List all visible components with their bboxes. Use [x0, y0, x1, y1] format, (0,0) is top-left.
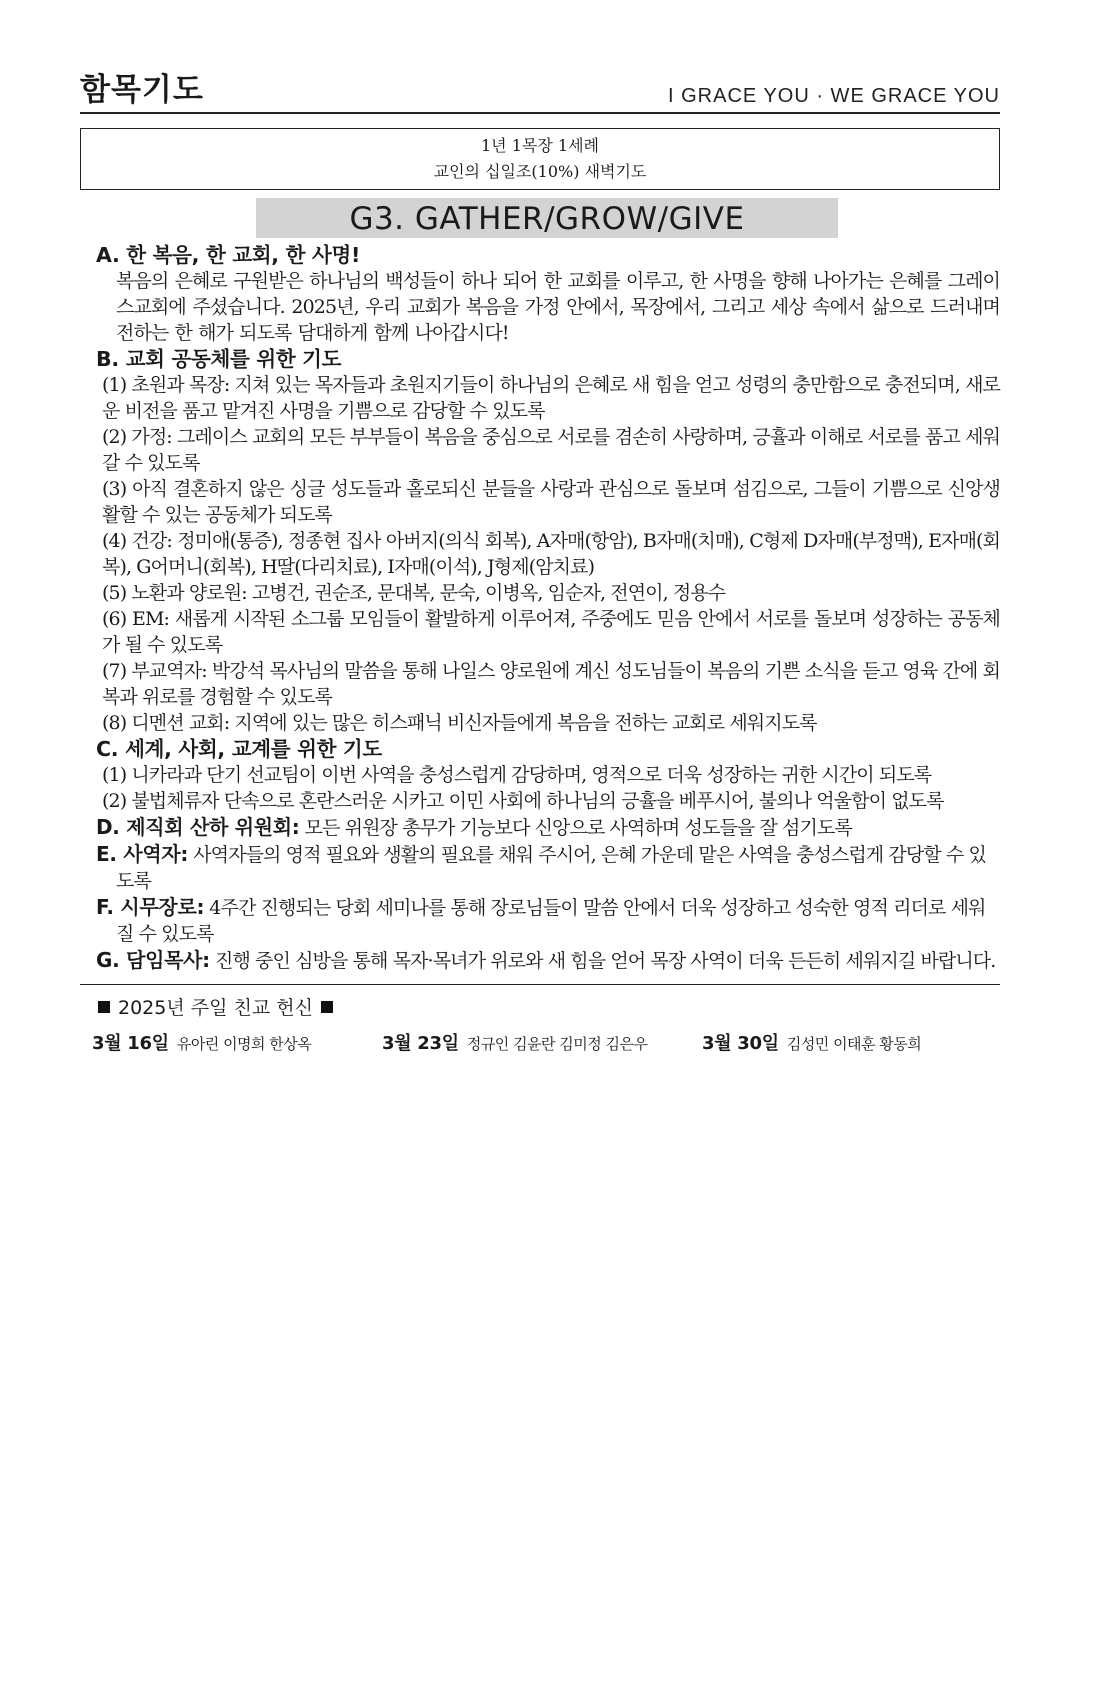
section-a-body: 복음의 은혜로 구원받은 하나님의 백성들이 하나 되어 한 교회를 이루고, 한 사명을 향해 나아가는 은혜를 그레이스교회에 주셨습니다. 2025년, 우리 교회가 복음을 가정 안에서, 목장에서, 그리고 세상 속에서 삶으로 드러내며 전하는 한 해가 되도록 담대하게 함께 나아갑시다! [116, 270, 1000, 344]
g3-banner: G3. GATHER/GROW/GIVE [256, 198, 838, 238]
offering-dates [92, 1029, 1000, 1059]
bulletin-page [80, 62, 1000, 1059]
prayer-sections [80, 242, 1000, 974]
prayer-item: (8) 디멘션 교회: 지역에 있는 많은 히스패닉 비신자들에게 복음을 전하는 교회로 세워지도록 [102, 712, 817, 734]
prayer-item: (2) 가정: 그레이스 교회의 모든 부부들이 복음을 중심으로 서로를 겸손히 사랑하며, 긍휼과 이해로 서로를 품고 세워갈 수 있도록 [102, 426, 1000, 474]
offering-date: 3월 30일 [702, 1033, 779, 1054]
section-d-label: D. 제직회 산하 위원회: [96, 815, 300, 839]
square-bullet-icon [98, 1001, 110, 1013]
prayer-item: (6) EM: 새롭게 시작된 소그룹 모임들이 활발하게 이루어져, 주중에도 믿음 안에서 서로를 돌보며 성장하는 공동체가 될 수 있도록 [102, 608, 1000, 656]
offering-title-text: 2025년 주일 친교 헌신 [118, 997, 313, 1019]
prayer-item: (1) 초원과 목장: 지쳐 있는 목자들과 초원지기들이 하나님의 은혜로 새 힘을 얻고 성령의 충만함으로 충전되며, 새로운 비전을 품고 맡겨진 사명을 기쁨으로 감당할 수 있도록 [102, 374, 1000, 422]
offering-date: 3월 16일 [92, 1033, 169, 1054]
section-d-text: 모든 위원장 총무가 기능보다 신앙으로 사역하며 성도들을 잘 섬기도록 [299, 817, 852, 839]
section-f [96, 894, 1000, 947]
vision-line-2: 교인의 십일조(10%) 새벽기도 [433, 162, 647, 181]
church-tagline: I GRACE YOU · WE GRACE YOU [668, 85, 1000, 107]
section-c-heading: C. 세계, 사회, 교계를 위한 기도 [96, 737, 382, 761]
section-b-heading: B. 교회 공동체를 위한 기도 [96, 347, 342, 371]
prayer-item: (4) 건강: 정미애(통증), 정종현 집사 아버지(의식 회복), A자매(항암), B자매(치매), C형제 D자매(부정맥), E자매(회복), G어머니(회복), H딸(다리치료), I자매(이석), J형제(암치료) [102, 530, 1000, 578]
prayer-item: (5) 노환과 양로원: 고병건, 권순조, 문대복, 문숙, 이병옥, 임순자, 전연이, 정용수 [102, 582, 726, 604]
section-a-heading: A. 한 복음, 한 교회, 한 사명! [96, 243, 361, 267]
prayer-item: (2) 불법체류자 단속으로 혼란스러운 시카고 이민 사회에 하나님의 긍휼을 베푸시어, 불의나 억울함이 없도록 [102, 790, 944, 812]
offering-names: 김성민 이태훈 황동희 [786, 1035, 922, 1053]
offering-names: 정규인 김윤란 김미정 김은우 [466, 1035, 648, 1053]
section-g [96, 947, 1000, 974]
prayer-item: (7) 부교역자: 박강석 목사님의 말씀을 통해 나일스 양로원에 계신 성도님들이 복음의 기쁜 소식을 듣고 영육 간에 회복과 위로를 경험할 수 있도록 [102, 660, 1000, 708]
page-header [80, 62, 1000, 114]
prayer-item: (1) 니카라과 단기 선교팀이 이번 사역을 충성스럽게 감당하며, 영적으로 더욱 성장하는 귀한 시간이 되도록 [102, 764, 932, 786]
offering-title [90, 995, 1000, 1021]
section-e-label: E. 사역자: [96, 842, 189, 866]
offering-date-entry [382, 1029, 648, 1055]
offering-date-entry [702, 1029, 921, 1055]
page-title: 함목기도 [80, 72, 204, 108]
offering-names: 유아린 이명희 한상옥 [176, 1035, 312, 1053]
section-g-text: 진행 중인 심방을 통해 목자·목녀가 위로와 새 힘을 얻어 목장 사역이 더욱 든든히 세워지길 바랍니다. [209, 950, 996, 972]
section-f-text: 4주간 진행되는 당회 세미나를 통해 장로님들이 말씀 안에서 더욱 성장하고 성숙한 영적 리더로 세워질 수 있도록 [116, 897, 986, 945]
offering-date-entry [92, 1029, 311, 1055]
offering-date: 3월 23일 [382, 1033, 459, 1054]
section-f-label: F. 시무장로: [96, 895, 205, 919]
vision-box [80, 128, 1000, 190]
divider [80, 984, 1000, 985]
prayer-item: (3) 아직 결혼하지 않은 싱글 성도들과 홀로되신 분들을 사랑과 관심으로 돌보며 섬김으로, 그들이 기쁨으로 신앙생활할 수 있는 공동체가 되도록 [102, 478, 1000, 526]
square-bullet-icon [321, 1001, 333, 1013]
vision-line-1: 1년 1목장 1세례 [481, 136, 599, 155]
section-d [96, 814, 1000, 841]
section-e [96, 841, 1000, 894]
section-g-label: G. 담임목사: [96, 948, 210, 972]
section-e-text: 사역자들의 영적 필요와 생활의 필요를 채워 주시어, 은혜 가운데 맡은 사역을 충성스럽게 감당할 수 있도록 [116, 844, 986, 892]
